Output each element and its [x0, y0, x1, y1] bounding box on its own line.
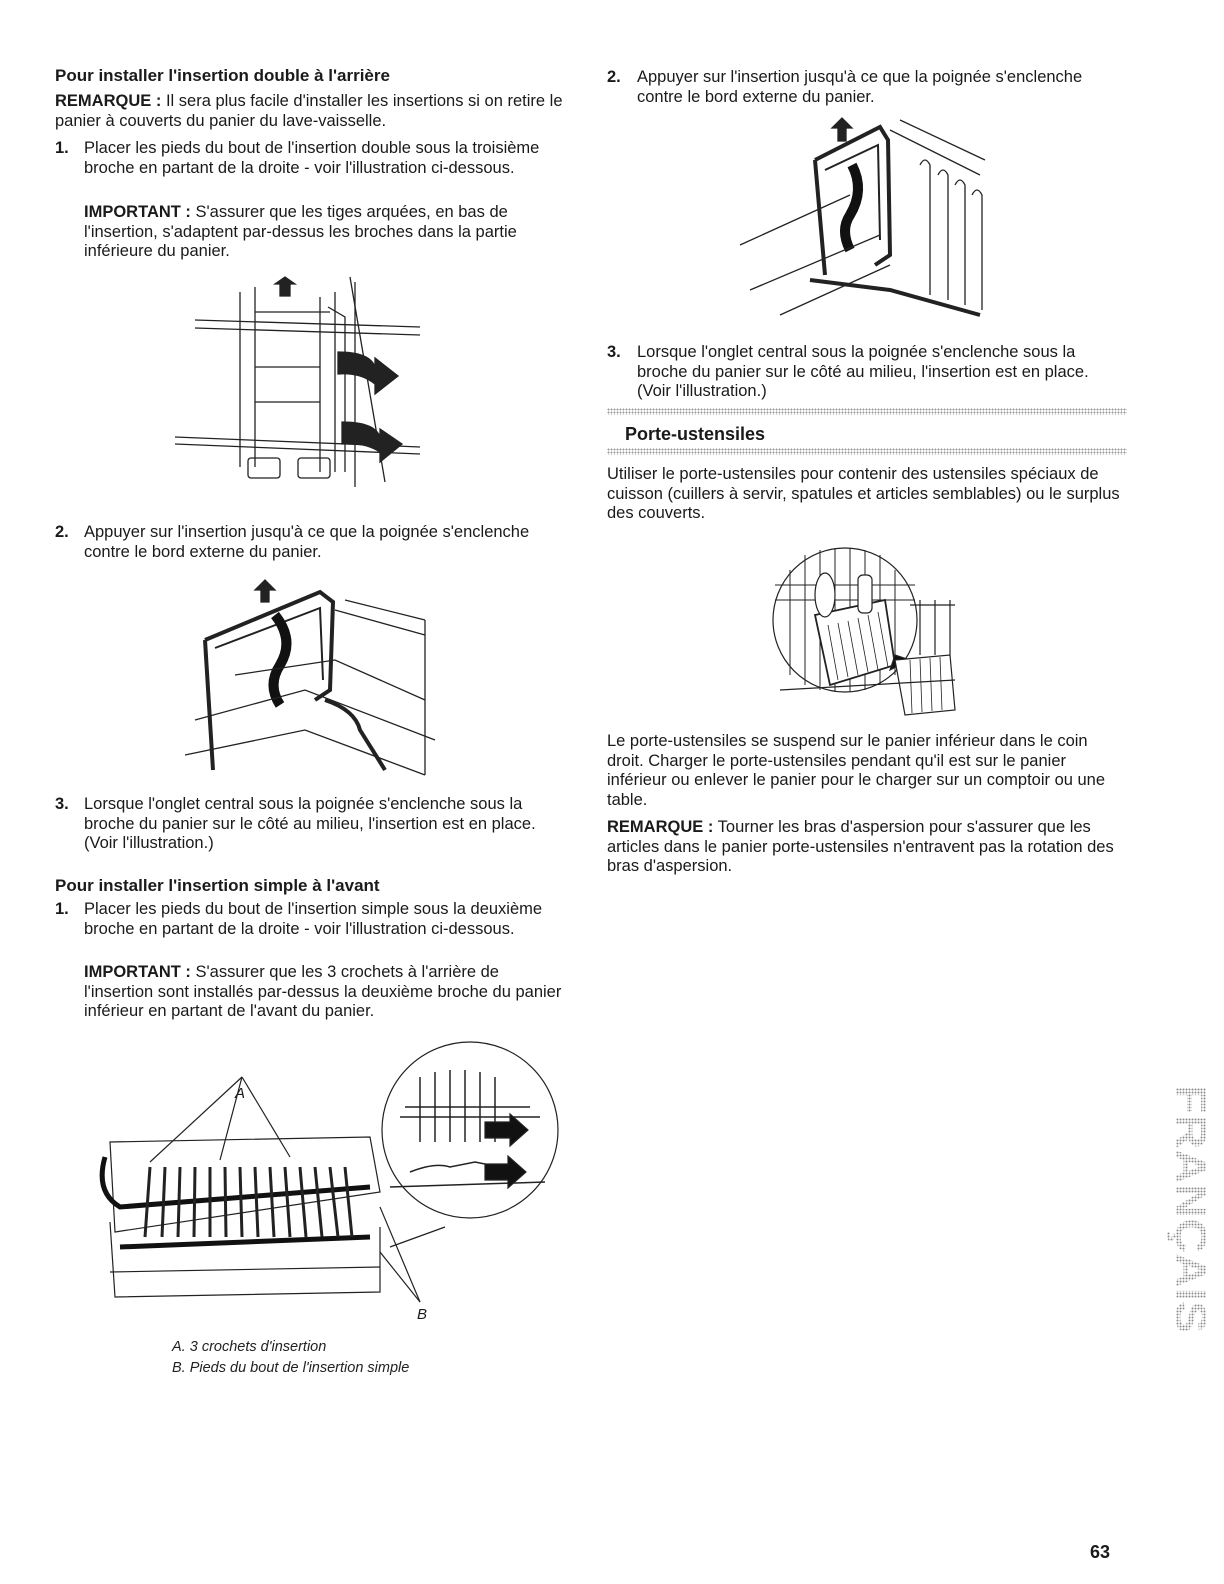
caption-a: A. 3 crochets d'insertion: [172, 1339, 327, 1355]
important-label: IMPORTANT :: [84, 203, 191, 221]
important-paragraph: [84, 963, 569, 1022]
figure-double-insert-handle: [185, 580, 445, 780]
note-paragraph: [55, 92, 570, 131]
utensil-placement-paragraph: Le porte-ustensiles se suspend sur le panier inférieur dans le coin droit. Charger le porte-ustensiles pendant qu'il est sur le panier inférieur ou enlever le panier pour le charger sur un comptoir ou une table.: [607, 732, 1106, 809]
step-text: Appuyer sur l'insertion jusqu'à ce que la poignée s'enclenche contre le bord externe du panier.: [637, 68, 1083, 106]
page-number: 63: [1090, 1542, 1111, 1562]
note-text: Il sera plus facile d'installer les insertions si on retire le panier à couverts du panier du lave-vaisselle.: [55, 92, 563, 130]
step-number: 1.: [55, 900, 69, 918]
utensil-intro-paragraph: Utiliser le porte-ustensiles pour contenir des ustensiles spéciaux de cuisson (cuillers à servir, spatules et articles semblables) ou le surplus des couverts.: [607, 465, 1120, 522]
step-text: Placer les pieds du bout de l'insertion double sous la troisième broche en partant de la droite - voir l'illustration ci-dessous.: [84, 139, 540, 177]
step-text: Appuyer sur l'insertion jusqu'à ce que la poignée s'enclenche contre le bord externe du panier.: [84, 523, 530, 561]
note-label: REMARQUE :: [607, 818, 714, 836]
section-title-utensil-holder: Porte-ustensiles: [625, 424, 766, 444]
step-number: 1.: [55, 139, 69, 157]
section-title-single-insert: Pour installer l'insertion simple à l'avant: [55, 876, 380, 895]
figure-utensil-holder: [770, 545, 960, 720]
step-number: 2.: [607, 68, 621, 86]
language-tab: [1138, 1085, 1215, 1335]
important-label: IMPORTANT :: [84, 963, 191, 981]
figure-label-a: A: [235, 1085, 246, 1102]
section-title-double-insert: Pour installer l'insertion double à l'arrière: [55, 66, 390, 85]
important-paragraph: [84, 203, 569, 262]
section-rule-top: [607, 408, 1127, 415]
figure-double-insert-placement: [170, 272, 430, 497]
note-paragraph: [607, 818, 1127, 877]
important-text: S'assurer que les tiges arquées, en bas de l'insertion, s'adaptent par-dessus les broches dans la partie inférieure du panier.: [84, 203, 517, 260]
figure-single-insert: [90, 1042, 560, 1332]
note-label: REMARQUE :: [55, 92, 162, 110]
figure-handle-snap: [740, 115, 990, 325]
step-text: Lorsque l'onglet central sous la poignée s'enclenche sous la broche du panier sur le côté au milieu, l'insertion est en place. (Voir l'illustration.): [637, 343, 1089, 400]
language-tab-label: FRANÇAIS: [1166, 1085, 1215, 1313]
step-text: Lorsque l'onglet central sous la poignée s'enclenche sous la broche du panier sur le côté au milieu, l'insertion est en place. (Voir l'illustration.): [84, 795, 536, 852]
figure-label-b: B: [417, 1306, 428, 1323]
step-number: 3.: [55, 795, 69, 813]
step-number: 3.: [607, 343, 621, 361]
section-rule-bottom: [607, 448, 1127, 455]
step-number: 2.: [55, 523, 69, 541]
step-text: Placer les pieds du bout de l'insertion simple sous la deuxième broche en partant de la droite - voir l'illustration ci-dessous.: [84, 900, 543, 938]
important-text: S'assurer que les 3 crochets à l'arrière de l'insertion sont installés par-dessus la deuxième broche du panier inférieur en partant de l'avant du panier.: [84, 963, 562, 1020]
caption-b: B. Pieds du bout de l'insertion simple: [172, 1360, 410, 1376]
note-text: Tourner les bras d'aspersion pour s'assurer que les articles dans le panier porte-ustensiles n'entravent pas la rotation des bras d'aspersion.: [607, 818, 1114, 875]
